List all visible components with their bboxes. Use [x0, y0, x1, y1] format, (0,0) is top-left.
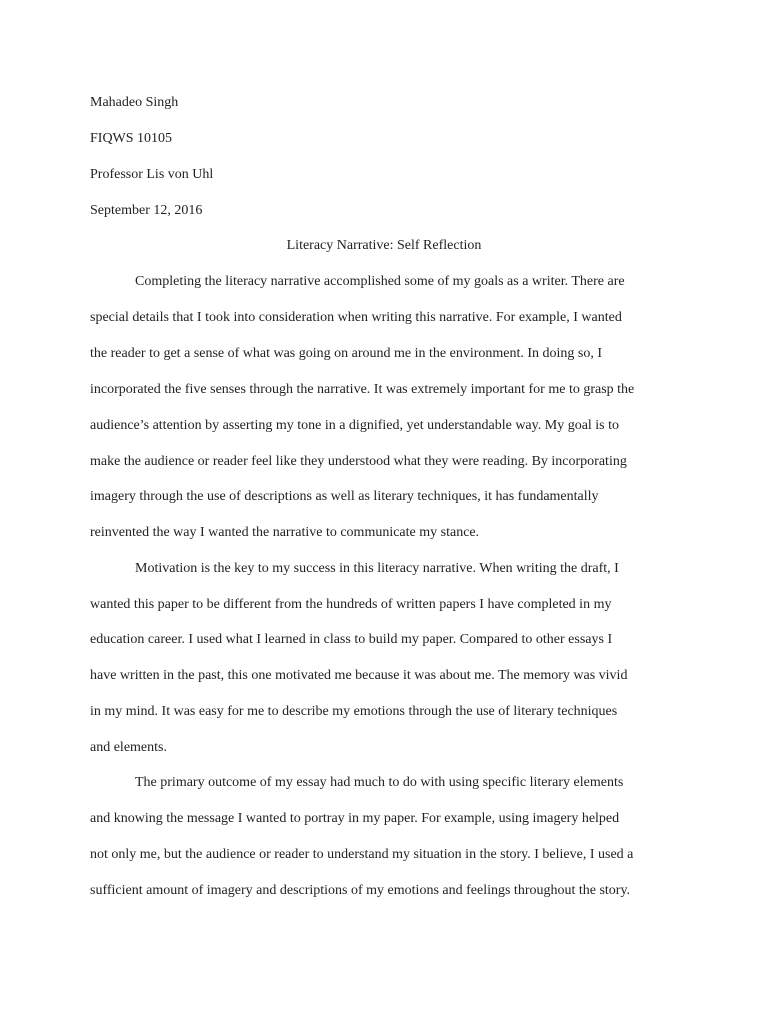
paragraph-line: sufficient amount of imagery and descriptions of my emotions and feelings throughout the story.: [90, 883, 631, 898]
paragraph-line: Motivation is the key to my success in this literacy narrative. When writing the draft, I: [135, 561, 619, 576]
document-date: September 12, 2016: [90, 203, 203, 218]
document-title: Literacy Narrative: Self Reflection: [286, 238, 482, 253]
author-name: Mahadeo Singh: [90, 95, 179, 110]
paragraph-line: imagery through the use of descriptions as well as literary techniques, it has fundamentally: [90, 489, 599, 504]
paragraph-line: audience’s attention by asserting my tone in a dignified, yet understandable way. My goal is to: [90, 418, 620, 433]
course-code: FIQWS 10105: [90, 131, 173, 146]
paragraph-line: wanted this paper to be different from the hundreds of written papers I have completed in my: [90, 597, 612, 612]
professor-name: Professor Lis von Uhl: [90, 167, 214, 182]
paragraph-line: the reader to get a sense of what was going on around me in the environment. In doing so, I: [90, 346, 603, 361]
paragraph-line: and knowing the message I wanted to portray in my paper. For example, using imagery helped: [90, 811, 620, 826]
paragraph-line: not only me, but the audience or reader to understand my situation in the story. I believe, I used a: [90, 847, 634, 862]
paragraph-line: education career. I used what I learned in class to build my paper. Compared to other essays I: [90, 632, 613, 647]
paragraph-line: and elements.: [90, 740, 167, 755]
paragraph-line: Completing the literacy narrative accomplished some of my goals as a writer. There are: [135, 274, 625, 289]
paragraph-line: incorporated the five senses through the narrative. It was extremely important for me to grasp the: [90, 382, 635, 397]
paragraph-line: The primary outcome of my essay had much to do with using specific literary elements: [135, 775, 624, 790]
paragraph-line: make the audience or reader feel like they understood what they were reading. By incorporating: [90, 454, 627, 469]
paragraph-line: have written in the past, this one motivated me because it was about me. The memory was vivid: [90, 668, 628, 683]
paragraph-line: in my mind. It was easy for me to describe my emotions through the use of literary techniques: [90, 704, 618, 719]
paragraph-line: reinvented the way I wanted the narrative to communicate my stance.: [90, 525, 480, 540]
paragraph-line: special details that I took into consideration when writing this narrative. For example, I wanted: [90, 310, 622, 325]
